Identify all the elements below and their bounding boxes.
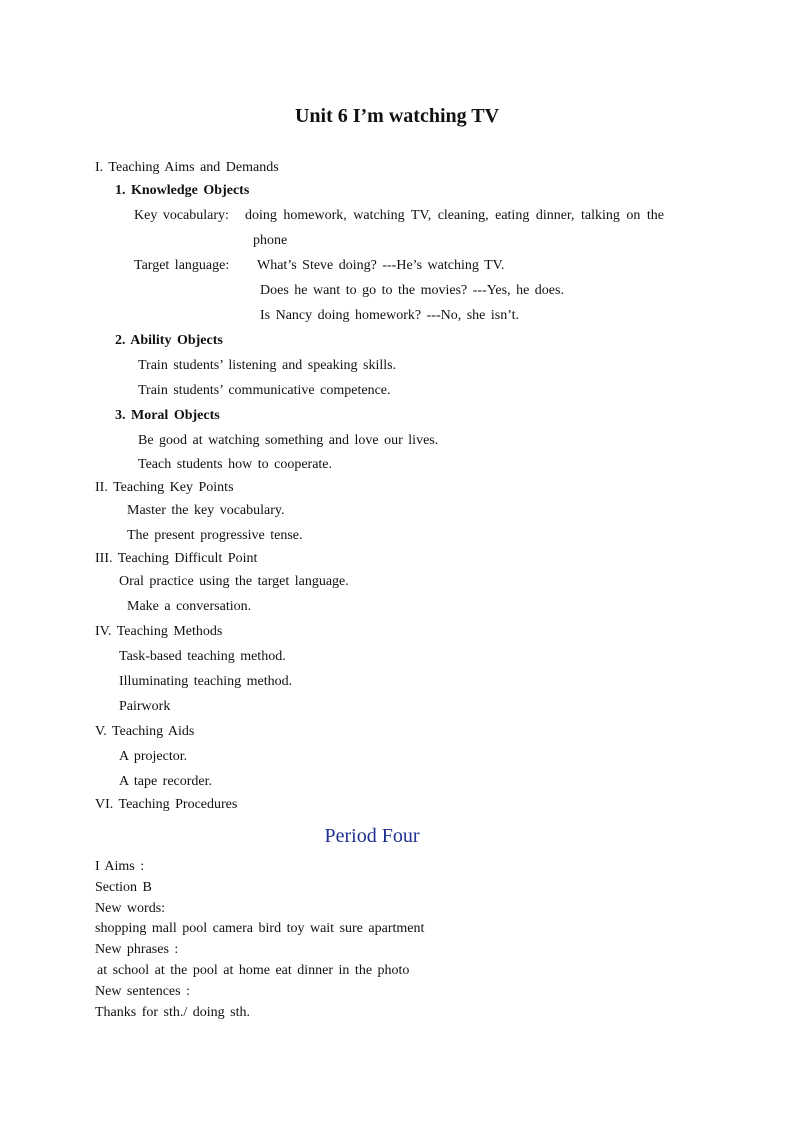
target-language-line: Is Nancy doing homework? ---No, she isn’t. xyxy=(260,308,520,323)
section-heading-aims: I. Teaching Aims and Demands xyxy=(95,160,279,175)
new-words-label: New words: xyxy=(95,901,166,916)
method-line: Illuminating teaching method. xyxy=(119,674,293,689)
new-sentences-label: New sentences : xyxy=(95,984,190,999)
new-sentences-list: Thanks for sth./ doing sth. xyxy=(95,1005,250,1020)
target-language-line: What’s Steve doing? ---He’s watching TV. xyxy=(257,258,505,273)
period-section: Section B xyxy=(95,880,152,895)
new-words-list: shopping mall pool camera bird toy wait sure apartment xyxy=(95,921,425,936)
key-point-line: Master the key vocabulary. xyxy=(127,503,285,518)
subheading-moral: 3. Moral Objects xyxy=(115,408,220,423)
target-language-label: Target language: xyxy=(134,258,230,273)
period-title: Period Four xyxy=(324,825,420,847)
section-heading-methods: IV. Teaching Methods xyxy=(95,624,223,639)
ability-line: Train students’ listening and speaking skills. xyxy=(138,358,397,373)
moral-line: Be good at watching something and love our lives. xyxy=(138,433,439,448)
section-heading-difficult-point: III. Teaching Difficult Point xyxy=(95,551,258,566)
key-point-line: The present progressive tense. xyxy=(127,528,303,543)
difficult-point-line: Oral practice using the target language. xyxy=(119,574,349,589)
new-phrases-label: New phrases : xyxy=(95,942,179,957)
moral-line: Teach students how to cooperate. xyxy=(138,457,333,472)
subheading-ability: 2. Ability Objects xyxy=(115,333,223,348)
method-line: Pairwork xyxy=(119,699,171,714)
section-heading-procedures: VI. Teaching Procedures xyxy=(95,797,238,812)
section-heading-aids: V. Teaching Aids xyxy=(95,724,195,739)
ability-line: Train students’ communicative competence. xyxy=(138,383,391,398)
key-vocabulary-line: phone xyxy=(253,233,288,248)
new-phrases-list: at school at the pool at home eat dinner in the photo xyxy=(97,963,410,978)
difficult-point-line: Make a conversation. xyxy=(127,599,252,614)
subheading-knowledge: 1. Knowledge Objects xyxy=(115,183,250,198)
key-vocabulary-label: Key vocabulary: xyxy=(134,208,229,223)
section-heading-key-points: II. Teaching Key Points xyxy=(95,480,234,495)
period-aims: I Aims : xyxy=(95,859,145,874)
page-title: Unit 6 I’m watching TV xyxy=(294,105,500,127)
aid-line: A tape recorder. xyxy=(119,774,213,789)
method-line: Task-based teaching method. xyxy=(119,649,286,664)
aid-line: A projector. xyxy=(119,749,188,764)
target-language-line: Does he want to go to the movies? ---Yes, he does. xyxy=(260,283,564,298)
key-vocabulary-line: doing homework, watching TV, cleaning, eating dinner, talking on the xyxy=(245,208,665,223)
